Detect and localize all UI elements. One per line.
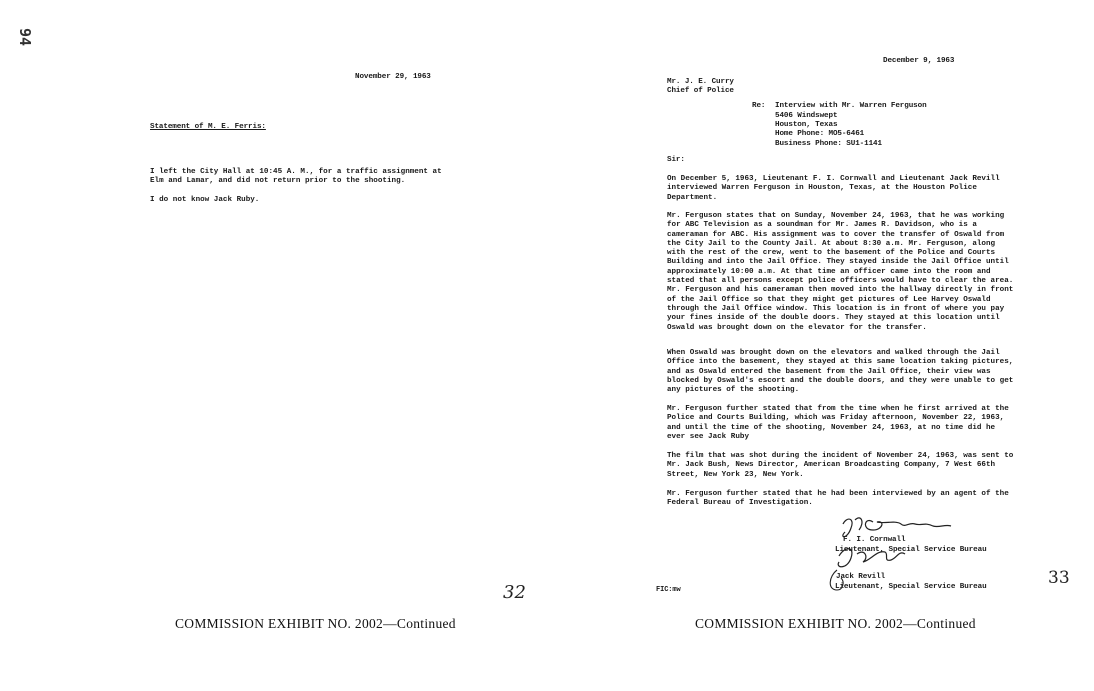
- right-paragraph-1: On December 5, 1963, Lieutenant F. I. Cornwall and Lieutenant Jack Revill interviewed Warren Ferguson in Houston, Texas, at the Houston Police Department.: [667, 175, 1000, 202]
- signer-2-name: Jack Revill: [836, 573, 886, 581]
- right-caption: COMMISSION EXHIBIT NO. 2002—Continued: [695, 616, 976, 631]
- re-line-4: Home Phone: MO5-6461: [775, 130, 865, 138]
- left-paragraph-1: I left the City Hall at 10:45 A. M., for a traffic assignment at Elm and Lamar, and did not return prior to the shooting.: [150, 168, 442, 186]
- left-caption: COMMISSION EXHIBIT NO. 2002—Continued: [175, 616, 456, 631]
- left-handwritten-page-number: 32: [503, 582, 526, 603]
- addressee-title: Chief of Police: [667, 87, 734, 95]
- salutation: Sir:: [667, 156, 685, 164]
- right-paragraph-4: Mr. Ferguson further stated that from the time when he first arrived at the Police and Courts Building, which was Friday afternoon, November 22, 1963, and until the time of the shooting, November 24, 1963, at no time did he ever see Jack Ruby: [667, 405, 1009, 441]
- typist-initials: FIC:mw: [656, 586, 681, 594]
- right-date: December 9, 1963: [883, 57, 955, 65]
- right-paragraph-5: The film that was shot during the incident of November 24, 1963, was sent to Mr. Jack Bush, News Director, American Broadcasting Company, 7 West 66th Street, New York 23, New York.: [667, 452, 1014, 479]
- page-number: 94: [16, 28, 34, 47]
- addressee-name: Mr. J. E. Curry: [667, 78, 734, 86]
- right-handwritten-page-number: 33: [1048, 568, 1070, 588]
- signer-1-title: Lieutenant, Special Service Bureau: [835, 546, 987, 554]
- re-label: Re:: [752, 102, 766, 110]
- left-paragraph-2: I do not know Jack Ruby.: [150, 196, 260, 204]
- right-paragraph-2: Mr. Ferguson states that on Sunday, November 24, 1963, that he was working for ABC Television as a soundman for Mr. James R. Davidson, who is a cameraman for ABC. His assignment was to cover the transfer of Oswald from the City Jail to the County Jail. At about 8:30 a.m. Mr. Ferguson, along with the rest of the crew, went to the basement of the Police and Courts Building and into the Jail Office. They stayed inside the Jail Office until approximately 10:00 a.m. At that time an officer came into the room and stated that all persons except police officers would have to clear the area. Mr. Ferguson and his cameraman then moved into the hallway directly in front of the Jail Office so that they might get pictures of Lee Harvey Oswald through the Jail Office window. This location is in front of where you pay your fines inside of the double doors. They stayed at this location until Oswald was brought down on the elevator for the transfer.: [667, 212, 1014, 332]
- right-paragraph-3: When Oswald was brought down on the elevators and walked through the Jail Office into the basement, they stayed at this same location taking pictures, and as Oswald entered the basement from the Jail Office, their view was blocked by Oswald's escort and the double doors, and they were unable to get any pictures of the shooting.: [667, 349, 1014, 395]
- left-heading: Statement of M. E. Ferris:: [150, 123, 266, 131]
- re-line-5: Business Phone: SU1-1141: [775, 140, 882, 148]
- signer-2-title: Lieutenant, Special Service Bureau: [835, 583, 987, 591]
- left-date: November 29, 1963: [355, 73, 431, 81]
- re-line-1: Interview with Mr. Warren Ferguson: [775, 102, 927, 110]
- right-paragraph-6: Mr. Ferguson further stated that he had been interviewed by an agent of the Federal Bureau of Investigation.: [667, 490, 1009, 508]
- re-line-2: 5406 Windswept: [775, 112, 838, 120]
- signer-1-name: F. I. Cornwall: [843, 536, 906, 544]
- re-line-3: Houston, Texas: [775, 121, 838, 129]
